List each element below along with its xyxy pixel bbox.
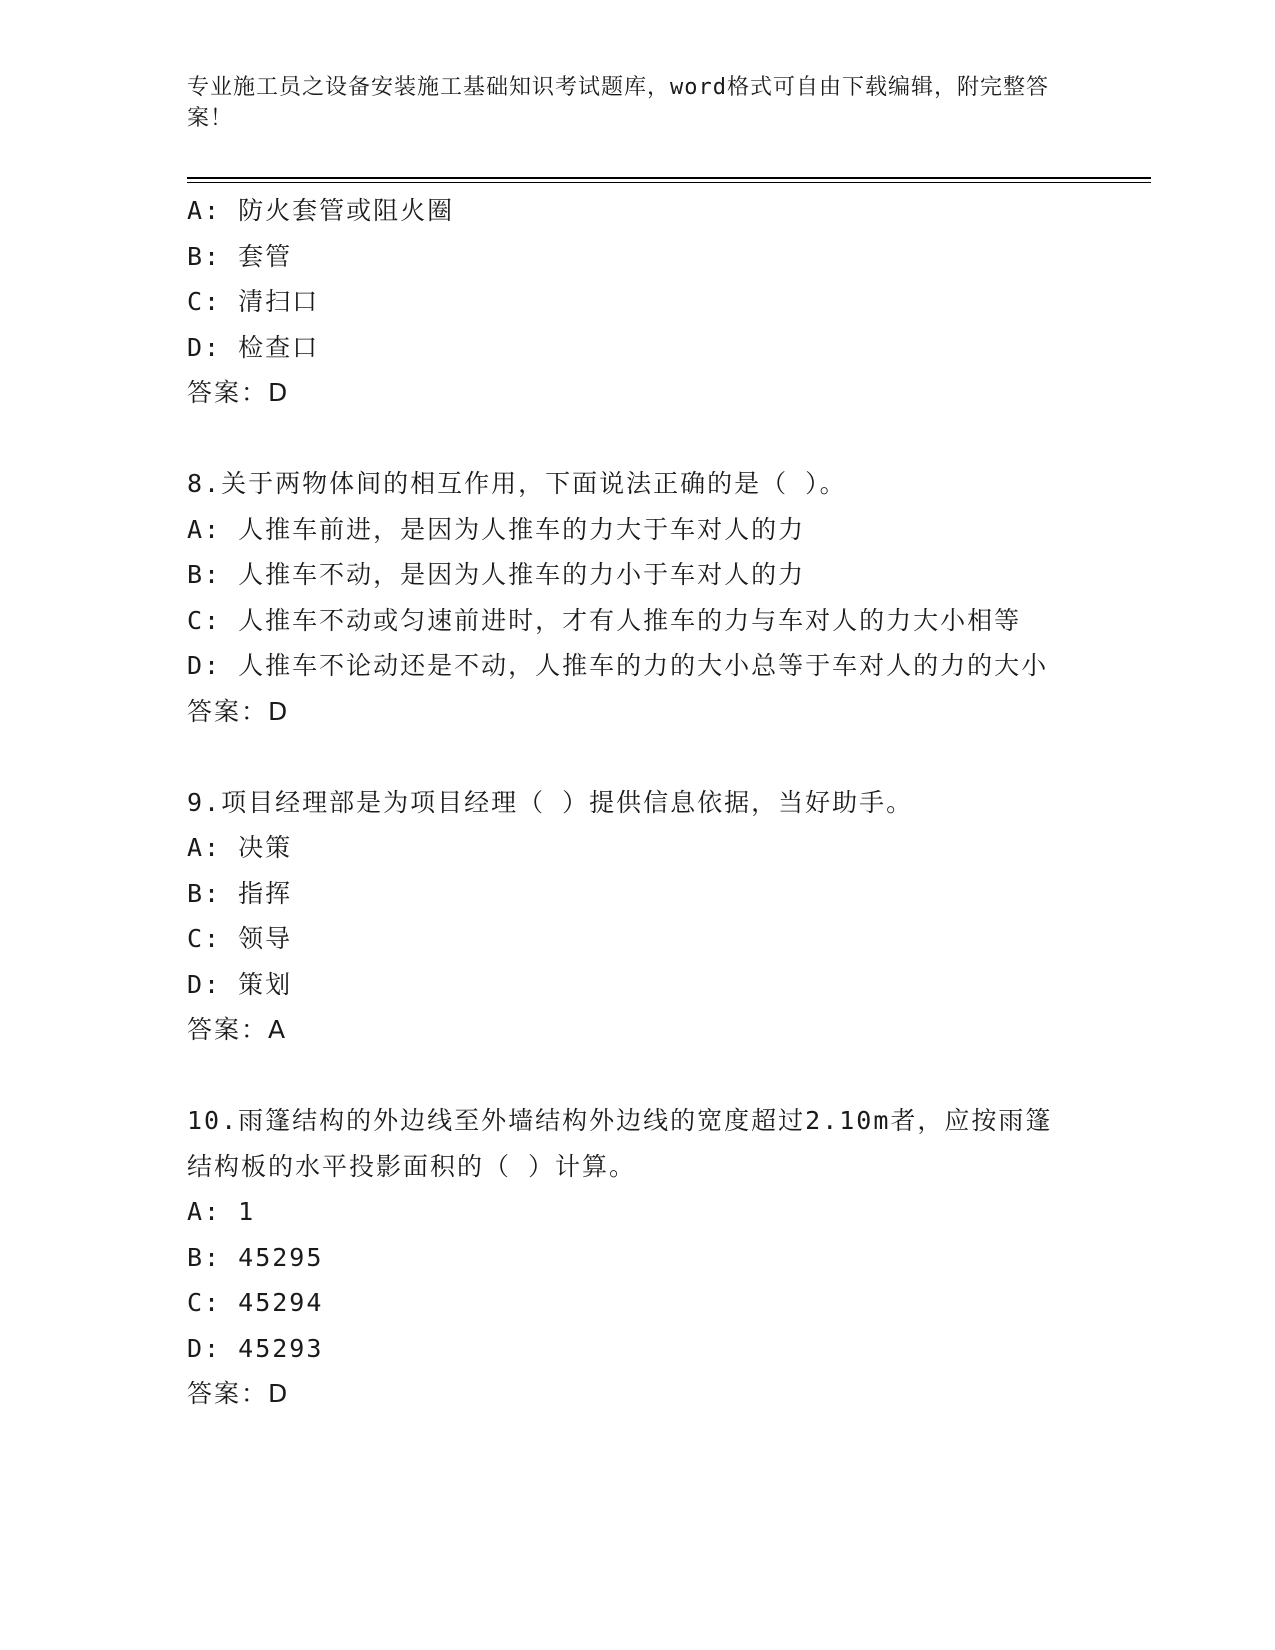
option-c: C: 领导 bbox=[187, 924, 293, 953]
option-a: A: 人推车前进，是因为人推车的力大于车对人的力 bbox=[187, 514, 806, 544]
option-c: C: 人推车不动或匀速前进时，才有人推车的力与车对人的力大小相等 bbox=[187, 605, 1022, 635]
option-b: B: 指挥 bbox=[187, 878, 293, 908]
question-gap bbox=[187, 1053, 1067, 1099]
question-stem: 8.关于两物体间的相互作用，下面说法正确的是（ ）。 bbox=[187, 469, 847, 498]
answer: 答案：D bbox=[187, 1379, 290, 1408]
question-stem: 10.雨篷结构的外边线至外墙结构外边线的宽度超过2.10m者，应按雨篷结构板的水平投影面积的（ ）计算。 bbox=[187, 1106, 1053, 1181]
option-b: B: 套管 bbox=[187, 241, 293, 271]
document-header: 专业施工员之设备安装施工基础知识考试题库，word格式可自由下载编辑，附完整答案！ bbox=[187, 75, 1049, 131]
option-a: A: 防火套管或阻火圈 bbox=[187, 196, 455, 225]
header-divider-thick bbox=[187, 177, 1151, 179]
question-10 bbox=[187, 1098, 1067, 1417]
question-9 bbox=[187, 780, 1067, 1053]
option-d: D: 策划 bbox=[187, 969, 293, 999]
option-d: D: 45293 bbox=[187, 1333, 324, 1363]
option-d: D: 人推车不论动还是不动，人推车的力的大小总等于车对人的力的大小 bbox=[187, 651, 1049, 680]
option-c: C: 45294 bbox=[187, 1288, 324, 1317]
question-stem: 9.项目经理部是为项目经理（ ）提供信息依据，当好助手。 bbox=[187, 787, 914, 817]
question-gap bbox=[187, 734, 1067, 780]
option-a: A: 决策 bbox=[187, 833, 293, 862]
answer: 答案：A bbox=[187, 1015, 288, 1044]
option-b: B: 人推车不动，是因为人推车的力小于车对人的力 bbox=[187, 560, 806, 589]
option-c: C: 清扫口 bbox=[187, 287, 320, 316]
answer: 答案：D bbox=[187, 378, 290, 407]
header-divider-thin bbox=[187, 182, 1151, 183]
question-7-tail bbox=[187, 188, 1067, 416]
option-b: B: 45295 bbox=[187, 1242, 324, 1272]
answer: 答案：D bbox=[187, 696, 290, 726]
question-8 bbox=[187, 461, 1067, 734]
question-gap bbox=[187, 416, 1067, 462]
question-content bbox=[187, 188, 1067, 1417]
option-d: D: 检查口 bbox=[187, 332, 320, 362]
option-a: A: 1 bbox=[187, 1197, 256, 1226]
